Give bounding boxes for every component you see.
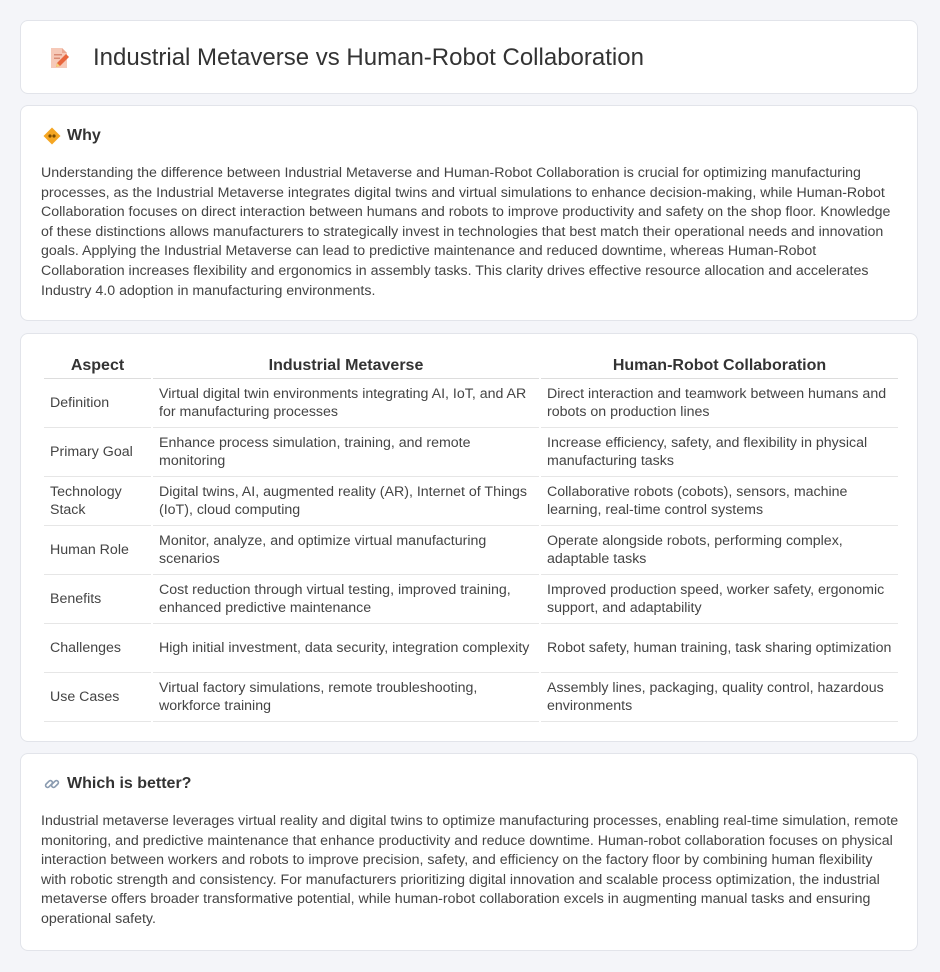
which-is-better-title: Which is better? [67,775,192,792]
table-row [44,477,898,526]
comparison-table-card [20,333,918,742]
metaverse-cell: Virtual factory simulations, remote troubleshooting, workforce training [153,673,539,722]
column-header-industrial-metaverse: Industrial Metaverse [153,354,539,379]
comparison-table [42,354,900,722]
collaboration-cell: Direct interaction and teamwork between humans and robots on production lines [541,379,898,428]
why-section [20,105,918,321]
table-row [44,624,898,673]
aspect-cell: Benefits [44,575,151,624]
collaboration-cell: Assembly lines, packaging, quality control, hazardous environments [541,673,898,722]
collaboration-cell: Robot safety, human training, task sharing optimization [541,624,898,673]
table-row [44,526,898,575]
which-is-better-section [20,753,918,951]
which-is-better-paragraph: Industrial metaverse leverages virtual reality and digital twins to optimize manufacturing processes, enabling real-time simulation, remote monitoring, and predictive maintenance that enhance productivity and reduce downtime. Human-robot collaboration focuses on physical interaction between workers and robots to improve precision, safety, and efficiency on the factory floor by combining human flexibility with robotic strength and consistency. For manufacturers prioritizing digital innovation and scalable process optimization, the industrial metaverse offers broader transformative potential, while human-robot collaboration excels in augmenting manual tasks and ensuring operational safety. [41,813,899,927]
table-row [44,575,898,624]
page-title: Industrial Metaverse vs Human-Robot Collaboration [93,44,644,71]
aspect-cell: Challenges [44,624,151,673]
document-pencil-icon [47,46,71,70]
metaverse-cell: High initial investment, data security, integration complexity [153,624,539,673]
aspect-cell: Use Cases [44,673,151,722]
aspect-cell: Primary Goal [44,428,151,477]
link-icon [43,775,61,793]
aspect-cell: Definition [44,379,151,428]
metaverse-cell: Monitor, analyze, and optimize virtual manufacturing scenarios [153,526,539,575]
aspect-cell: Human Role [44,526,151,575]
column-header-human-robot-collaboration: Human-Robot Collaboration [541,354,898,379]
diamond-sign-icon [43,127,61,145]
metaverse-cell: Enhance process simulation, training, and remote monitoring [153,428,539,477]
aspect-cell: Technology Stack [44,477,151,526]
collaboration-cell: Collaborative robots (cobots), sensors, machine learning, real-time control systems [541,477,898,526]
column-header-aspect: Aspect [44,354,151,379]
table-row [44,379,898,428]
table-row [44,428,898,477]
header-card [20,20,918,94]
table-row [44,673,898,722]
collaboration-cell: Increase efficiency, safety, and flexibility in physical manufacturing tasks [541,428,898,477]
why-paragraph: Understanding the difference between Industrial Metaverse and Human-Robot Collaboration is crucial for optimizing manufacturing processes, as the Industrial Metaverse integrates digital twins and virtual simulations to enhance decision-making, while Human-Robot Collaboration focuses on direct interaction between humans and robots to improve productivity and safety on the shop floor. Knowledge of these distinctions allows manufacturers to strategically invest in technologies that best match their operational needs and innovation goals. Applying the Industrial Metaverse can lead to predictive maintenance and reduced downtime, whereas Human-Robot Collaboration increases flexibility and ergonomics in assembly tasks. This clarity drives effective resource allocation and accelerates Industry 4.0 adoption in manufacturing environments. [41,165,891,299]
collaboration-cell: Operate alongside robots, performing complex, adaptable tasks [541,526,898,575]
table-header-row [44,354,898,379]
why-title: Why [67,127,101,144]
metaverse-cell: Cost reduction through virtual testing, improved training, enhanced predictive maintenance [153,575,539,624]
metaverse-cell: Virtual digital twin environments integrating AI, IoT, and AR for manufacturing processes [153,379,539,428]
metaverse-cell: Digital twins, AI, augmented reality (AR), Internet of Things (IoT), cloud computing [153,477,539,526]
collaboration-cell: Improved production speed, worker safety, ergonomic support, and adaptability [541,575,898,624]
